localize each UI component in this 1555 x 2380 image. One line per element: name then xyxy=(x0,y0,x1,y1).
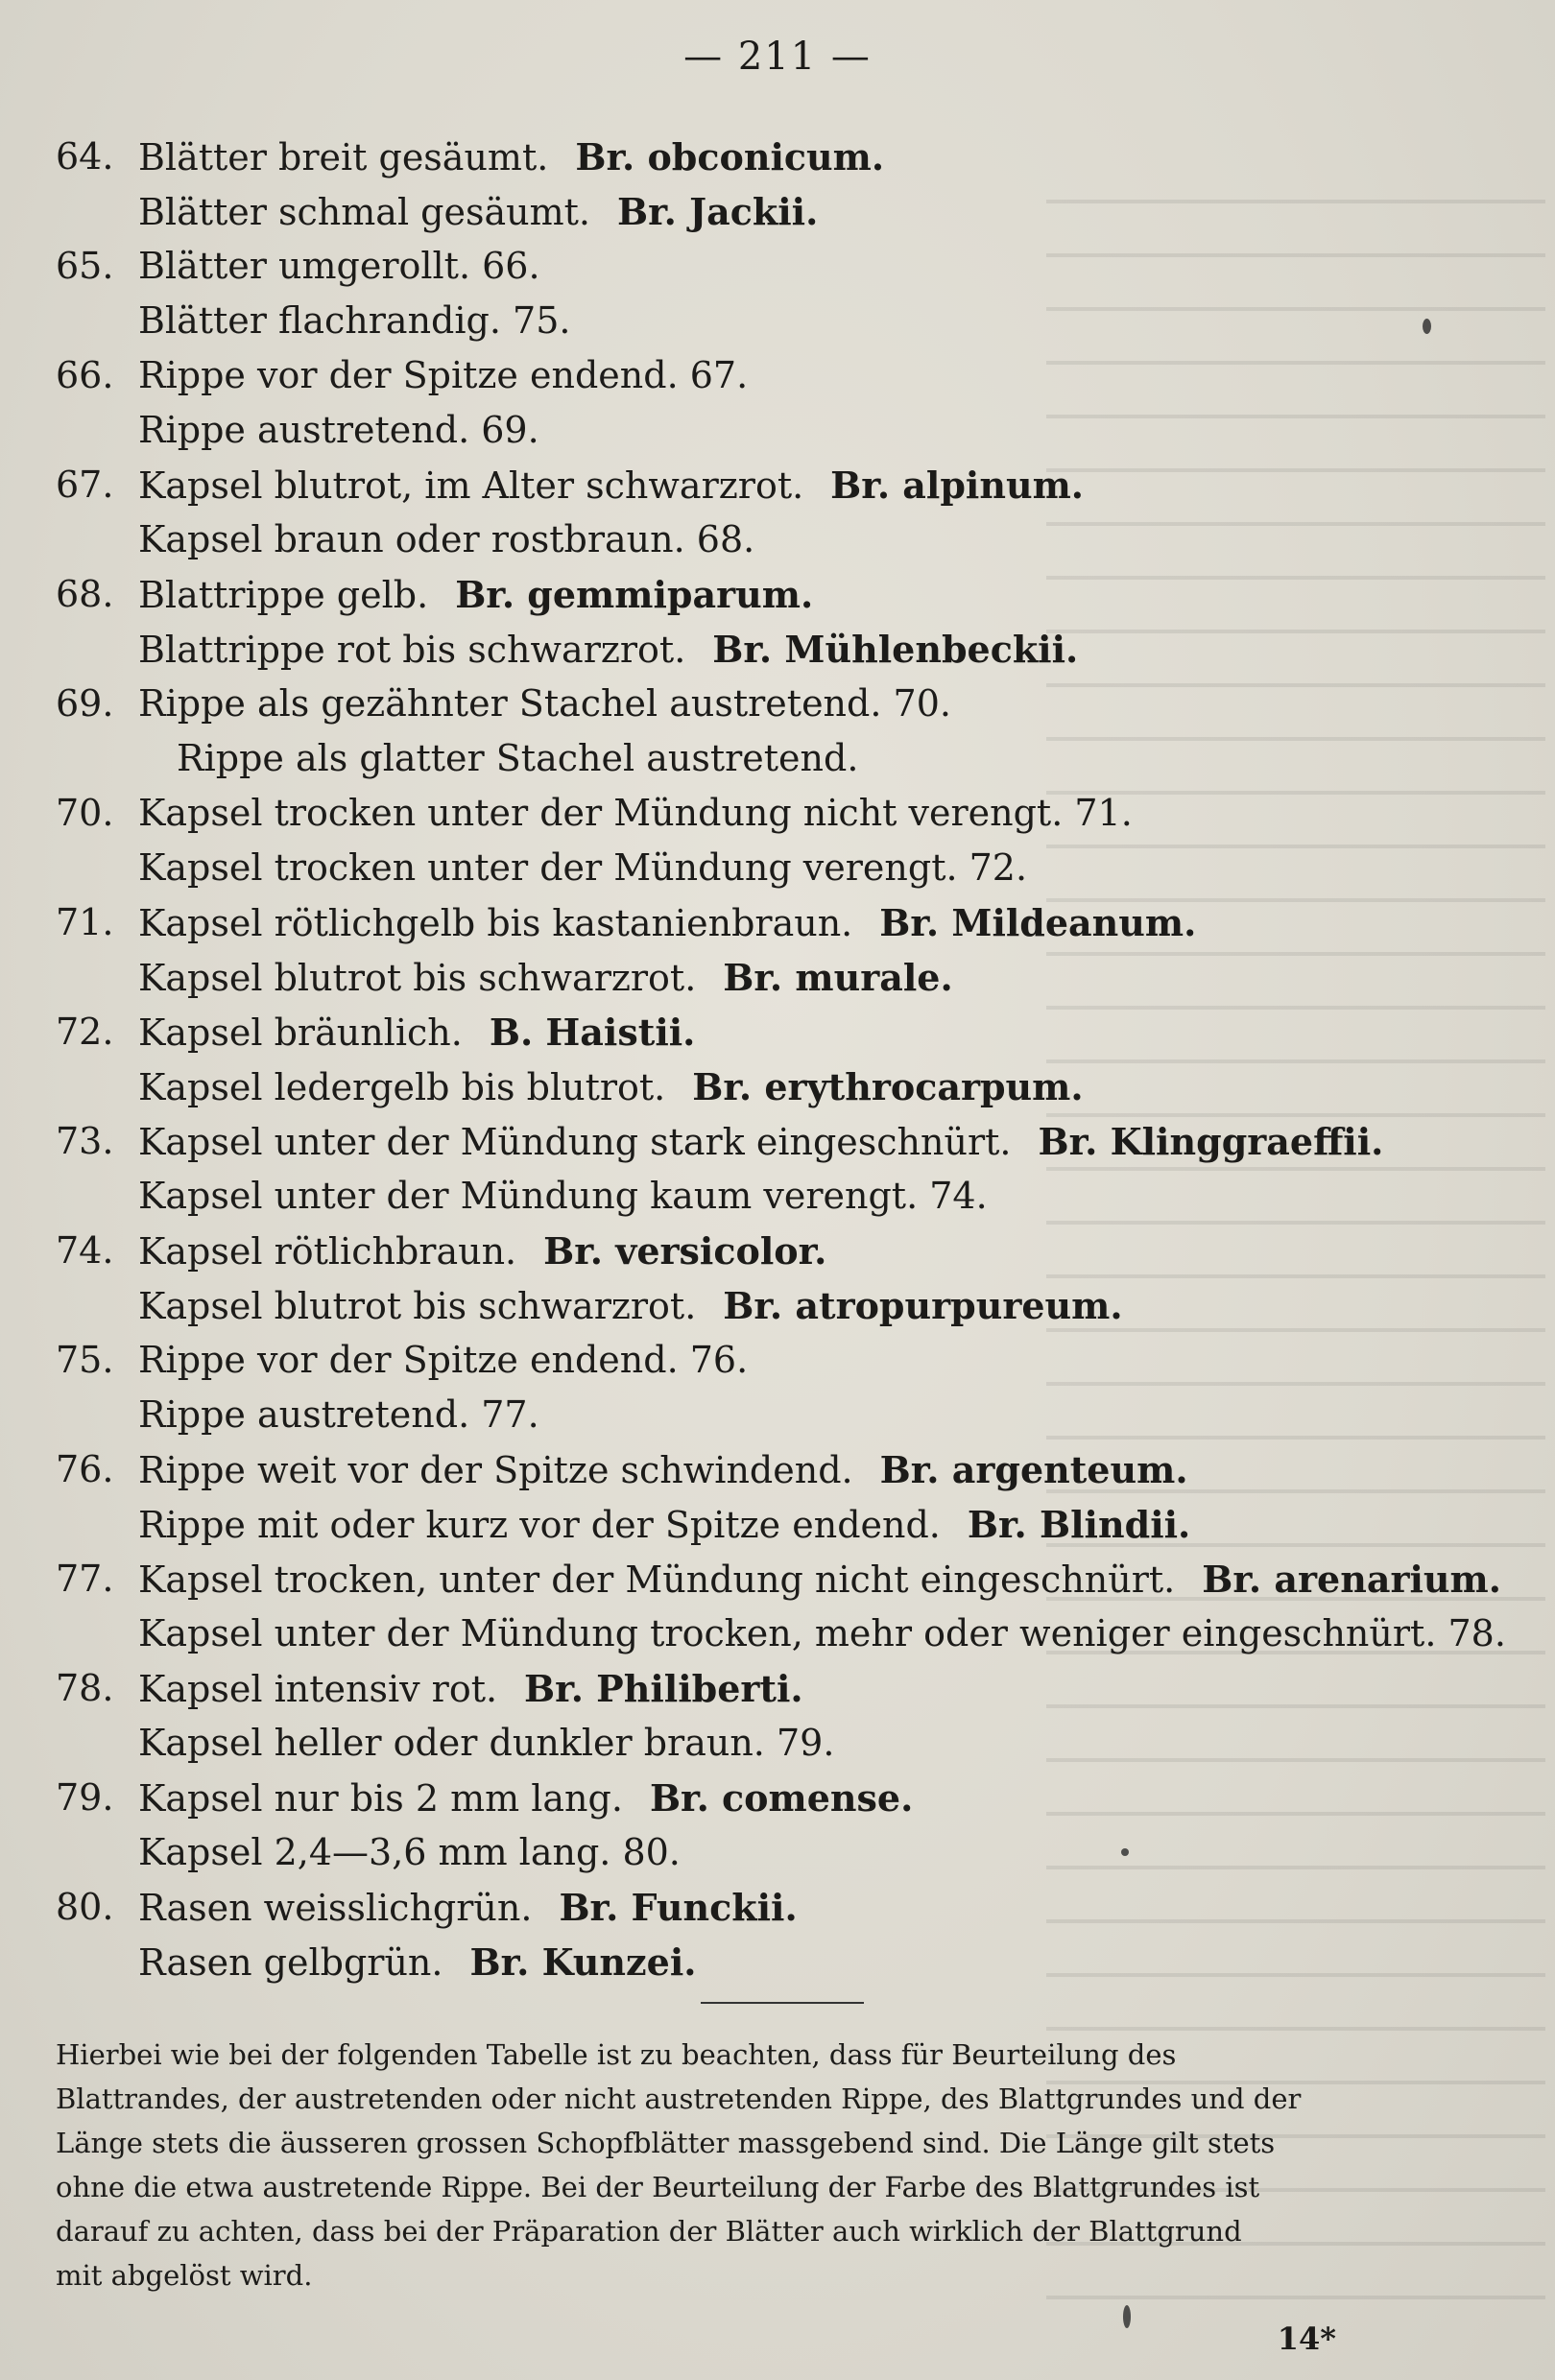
key-line xyxy=(0,895,1555,950)
footnote-line: Hierbei wie bei der folgenden Tabelle ist zu beachten, dass für Beurteilung des xyxy=(56,2038,1177,2071)
key-text: Kapsel rötlichbraun. xyxy=(138,1230,517,1273)
key-line-body xyxy=(138,458,1084,513)
key-text: Kapsel rötlichgelb bis kastanienbraun. xyxy=(138,902,853,944)
ink-speck xyxy=(1423,319,1431,334)
key-line-body xyxy=(138,1005,695,1060)
key-line-body xyxy=(138,1224,826,1279)
key-line-body xyxy=(138,950,953,1006)
key-line xyxy=(0,1224,1555,1278)
species-name: Br. atropurpureum. xyxy=(723,1284,1123,1327)
species-name: Br. erythrocarpum. xyxy=(692,1065,1084,1108)
key-text: Rippe als gezähnter Stachel austretend. 70. xyxy=(138,682,951,725)
key-line-body xyxy=(138,841,1027,895)
key-line xyxy=(0,1716,1555,1771)
key-line xyxy=(0,1606,1555,1661)
key-text: Kapsel intensiv rot. xyxy=(138,1668,498,1710)
key-line xyxy=(0,348,1555,403)
key-text: Kapsel unter der Mündung trocken, mehr oder weniger eingeschnürt. 78. xyxy=(138,1612,1506,1654)
key-text: Blätter flachrandig. 75. xyxy=(138,299,571,342)
couplet-number: 74. xyxy=(56,1229,114,1272)
key-line-body xyxy=(138,1388,539,1442)
key-line-body xyxy=(138,567,813,623)
key-text: Rippe mit oder kurz vor der Spitze endend. xyxy=(138,1504,941,1546)
key-line xyxy=(0,1333,1555,1388)
key-text: Blätter breit gesäumt. xyxy=(138,136,549,178)
key-line-body xyxy=(138,1169,988,1224)
key-text: Rippe vor der Spitze endend. 76. xyxy=(138,1339,749,1381)
couplet-number: 77. xyxy=(56,1558,114,1600)
couplet-number: 67. xyxy=(56,464,114,506)
key-line xyxy=(0,1935,1555,1989)
key-line xyxy=(0,1169,1555,1224)
key-line xyxy=(0,950,1555,1005)
couplet-number: 78. xyxy=(56,1667,114,1709)
footnote-line: mit abgelöst wird. xyxy=(56,2259,313,2292)
species-name: Br. Mildeanum. xyxy=(879,901,1197,944)
key-text: Rasen gelbgrün. xyxy=(138,1941,443,1984)
key-line xyxy=(0,1497,1555,1552)
key-line-body xyxy=(138,1442,1188,1498)
key-line-body xyxy=(138,1497,1190,1553)
key-text: Kapsel blutrot, im Alter schwarzrot. xyxy=(138,464,804,507)
species-name: Br. gemmiparum. xyxy=(455,573,814,616)
couplet-number: 79. xyxy=(56,1776,114,1819)
species-name: Br. arenarium. xyxy=(1202,1558,1501,1601)
key-entries xyxy=(0,130,1555,1989)
species-name: Br. Kunzei. xyxy=(469,1940,697,1984)
key-line-body xyxy=(138,1606,1506,1661)
key-line xyxy=(0,1059,1555,1114)
key-line xyxy=(0,294,1555,348)
key-text: Kapsel braun oder rostbraun. 68. xyxy=(138,518,755,560)
footnote-line: Länge stets die äusseren grossen Schopfblätter massgebend sind. Die Länge gilt stets xyxy=(56,2127,1276,2159)
key-text: Kapsel nur bis 2 mm lang. xyxy=(138,1777,623,1820)
key-text: Blätter umgerollt. 66. xyxy=(138,245,540,287)
key-line-body xyxy=(138,677,951,731)
key-line-body xyxy=(138,348,748,403)
species-name: B. Haistii. xyxy=(489,1011,696,1054)
couplet-number: 70. xyxy=(56,792,114,834)
key-line xyxy=(0,622,1555,677)
key-line xyxy=(0,130,1555,184)
species-name: Br. Funckii. xyxy=(559,1886,798,1929)
key-line xyxy=(0,184,1555,239)
key-text: Blattrippe rot bis schwarzrot. xyxy=(138,629,686,671)
key-text: Kapsel ledergelb bis blutrot. xyxy=(138,1066,666,1108)
species-name: Br. Blindii. xyxy=(967,1503,1191,1546)
key-line-body xyxy=(138,184,818,240)
key-text: Kapsel heller oder dunkler braun. 79. xyxy=(138,1722,835,1764)
species-name: Br. Jackii. xyxy=(617,190,819,233)
key-line xyxy=(0,1880,1555,1935)
key-text: Rippe vor der Spitze endend. 67. xyxy=(138,354,749,396)
key-text: Rippe weit vor der Spitze schwindend. xyxy=(138,1449,853,1491)
couplet-number: 80. xyxy=(56,1886,114,1928)
key-text: Rasen weisslichgrün. xyxy=(138,1887,533,1929)
key-line-body xyxy=(138,895,1196,951)
key-line-body xyxy=(138,1059,1084,1115)
couplet-number: 68. xyxy=(56,573,114,615)
key-text: Kapsel trocken unter der Mündung nicht verengt. 71. xyxy=(138,792,1133,834)
key-line-body xyxy=(138,786,1133,841)
key-text: Kapsel blutrot bis schwarzrot. xyxy=(138,1285,697,1327)
key-line xyxy=(0,1114,1555,1169)
key-line-body xyxy=(138,1114,1383,1170)
key-line-body xyxy=(138,403,539,458)
key-line xyxy=(0,677,1555,731)
species-name: Br. obconicum. xyxy=(575,135,885,178)
couplet-number: 69. xyxy=(56,682,114,725)
key-line xyxy=(0,239,1555,294)
page-number: — 211 — xyxy=(683,35,872,79)
footnote-line: darauf zu achten, dass bei der Präparation der Blätter auch wirklich der Blattgrund xyxy=(56,2215,1242,2248)
key-line-body xyxy=(138,1552,1501,1607)
key-line-body xyxy=(138,1825,681,1880)
key-line-body xyxy=(138,512,754,567)
ink-speck xyxy=(1121,1848,1129,1856)
key-text: Kapsel blutrot bis schwarzrot. xyxy=(138,957,697,999)
key-text: Rippe austretend. 69. xyxy=(138,409,539,451)
key-text: Blätter schmal gesäumt. xyxy=(138,191,591,233)
couplet-number: 76. xyxy=(56,1448,114,1490)
footnote-line: ohne die etwa austretende Rippe. Bei der Beurteilung der Farbe des Blattgrundes ist xyxy=(56,2171,1260,2203)
key-line xyxy=(0,841,1555,895)
species-name: Br. Klinggraeffii. xyxy=(1038,1120,1384,1163)
footnote-separator xyxy=(701,2002,864,2004)
ink-speck xyxy=(1123,2305,1131,2328)
couplet-number: 66. xyxy=(56,354,114,396)
species-name: Br. alpinum. xyxy=(830,464,1085,507)
key-line xyxy=(0,1661,1555,1716)
species-name: Br. comense. xyxy=(649,1776,914,1820)
key-line-body xyxy=(138,1716,834,1771)
couplet-number: 75. xyxy=(56,1339,114,1381)
key-line xyxy=(0,731,1555,786)
key-text: Kapsel trocken unter der Mündung verengt. 72. xyxy=(138,846,1028,889)
species-name: Br. versicolor. xyxy=(543,1229,827,1273)
key-line xyxy=(0,1388,1555,1442)
species-name: Br. Philiberti. xyxy=(524,1667,803,1710)
species-name: Br. murale. xyxy=(723,956,953,999)
key-line-body xyxy=(177,731,858,786)
key-line xyxy=(0,1005,1555,1059)
key-line-body xyxy=(138,1880,798,1936)
key-line-body xyxy=(138,622,1078,678)
key-line xyxy=(0,1771,1555,1825)
key-line-body xyxy=(138,239,540,294)
key-line xyxy=(0,512,1555,567)
key-line-body xyxy=(138,294,570,348)
key-text: Kapsel bräunlich. xyxy=(138,1012,463,1054)
key-line-body xyxy=(138,1333,748,1388)
key-line xyxy=(0,786,1555,841)
key-line-body xyxy=(138,1661,803,1717)
key-line xyxy=(0,1825,1555,1880)
key-line xyxy=(0,567,1555,622)
couplet-number: 72. xyxy=(56,1011,114,1053)
key-text: Kapsel trocken, unter der Mündung nicht eingeschnürt. xyxy=(138,1559,1176,1601)
couplet-number: 71. xyxy=(56,901,114,943)
species-name: Br. Mühlenbeckii. xyxy=(712,628,1079,671)
printer-signature: 14* xyxy=(1277,2320,1336,2357)
key-text: Blattrippe gelb. xyxy=(138,574,429,616)
species-name: Br. argenteum. xyxy=(879,1448,1188,1491)
key-text: Rippe austretend. 77. xyxy=(138,1393,539,1436)
key-text: Rippe als glatter Stachel austretend. xyxy=(177,737,859,779)
key-line xyxy=(0,1442,1555,1497)
key-text: Kapsel unter der Mündung stark eingeschnürt. xyxy=(138,1121,1012,1163)
key-line-body xyxy=(138,1771,913,1826)
key-line-body xyxy=(138,130,884,185)
footnote-line: Blattrandes, der austretenden oder nicht austretenden Rippe, des Blattgrundes und der xyxy=(56,2082,1302,2115)
footnote xyxy=(56,2033,1499,2297)
key-text: Kapsel unter der Mündung kaum verengt. 74. xyxy=(138,1175,988,1217)
key-line xyxy=(0,1278,1555,1333)
key-text: Kapsel 2,4—3,6 mm lang. 80. xyxy=(138,1831,681,1873)
key-line-body xyxy=(138,1935,696,1990)
key-line xyxy=(0,1552,1555,1606)
couplet-number: 64. xyxy=(56,135,114,178)
key-line-body xyxy=(138,1278,1123,1334)
key-line xyxy=(0,403,1555,458)
couplet-number: 65. xyxy=(56,245,114,287)
couplet-number: 73. xyxy=(56,1120,114,1162)
key-line xyxy=(0,458,1555,512)
